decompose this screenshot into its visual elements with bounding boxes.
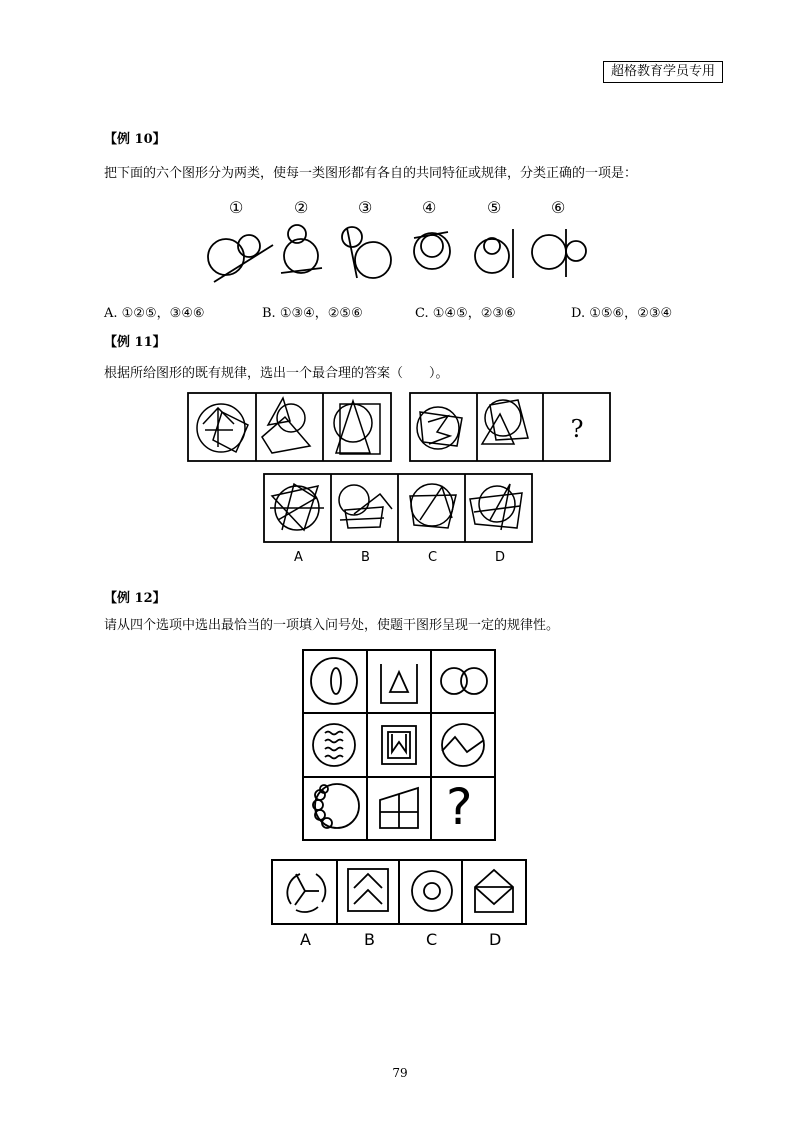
page-number: 79 [392, 1066, 408, 1080]
q12-heading: 【例 12】 [104, 591, 166, 606]
q12-cell-1 [311, 658, 357, 704]
q12-option-a-figure [287, 874, 325, 912]
q10-option-b: B. ①③④，②⑤⑥ [262, 306, 363, 321]
q12-cell-3 [441, 668, 487, 694]
q12-answer-options [272, 860, 526, 924]
q10-fig-num-2: ② [294, 198, 309, 217]
q12-option-d-figure [475, 870, 513, 912]
q11-option-label-a: A [294, 550, 303, 565]
q12-cell-2 [381, 664, 417, 703]
q10-heading: 【例 10】 [104, 132, 166, 147]
q10-prompt: 把下面的六个图形分为两类，使每一类图形都有各自的共同特征或规律，分类正确的一项是： [104, 166, 638, 181]
q11-option-label-b: B [361, 550, 370, 565]
q11-option-label-d: D [495, 550, 506, 565]
q10-fig-num-3: ③ [358, 198, 373, 217]
q12-cell-7 [313, 784, 359, 828]
q10-fig-num-6: ⑥ [551, 198, 566, 217]
q12-cell-5 [382, 726, 416, 764]
q10-option-a: A. ①②⑤，③④⑥ [104, 306, 205, 321]
q12-option-label-b: B [364, 930, 375, 949]
q12-question-mark: ? [446, 778, 473, 836]
q12-option-c-figure [412, 871, 452, 911]
q12-prompt: 请从四个选项中选出最恰当的一项填入问号处，使题干图形呈现一定的规律性。 [104, 618, 560, 633]
q12-option-label-d: D [489, 930, 502, 949]
q10-option-d: D. ①⑤⑥，②③④ [571, 306, 673, 321]
q12-option-b-figure [348, 869, 388, 911]
q12-cell-6 [442, 724, 484, 766]
q10-option-c: C. ①④⑤，②③⑥ [415, 306, 516, 321]
q12-cell-8 [380, 788, 418, 828]
q12-option-label-c: C [426, 930, 438, 949]
header-badge: 超格教育学员专用 [603, 61, 723, 83]
q10-fig-num-1: ① [229, 198, 244, 217]
q11-question-mark: ? [570, 415, 584, 443]
q12-cell-4 [313, 724, 355, 766]
q11-prompt: 根据所给图形的既有规律，选出一个最合理的答案（ ）。 [104, 366, 449, 381]
q11-option-label-c: C [428, 550, 438, 565]
q10-fig-num-5: ⑤ [487, 198, 502, 217]
q10-fig-num-4: ④ [422, 198, 437, 217]
q12-option-label-a: A [300, 930, 311, 949]
q11-heading: 【例 11】 [104, 335, 166, 350]
